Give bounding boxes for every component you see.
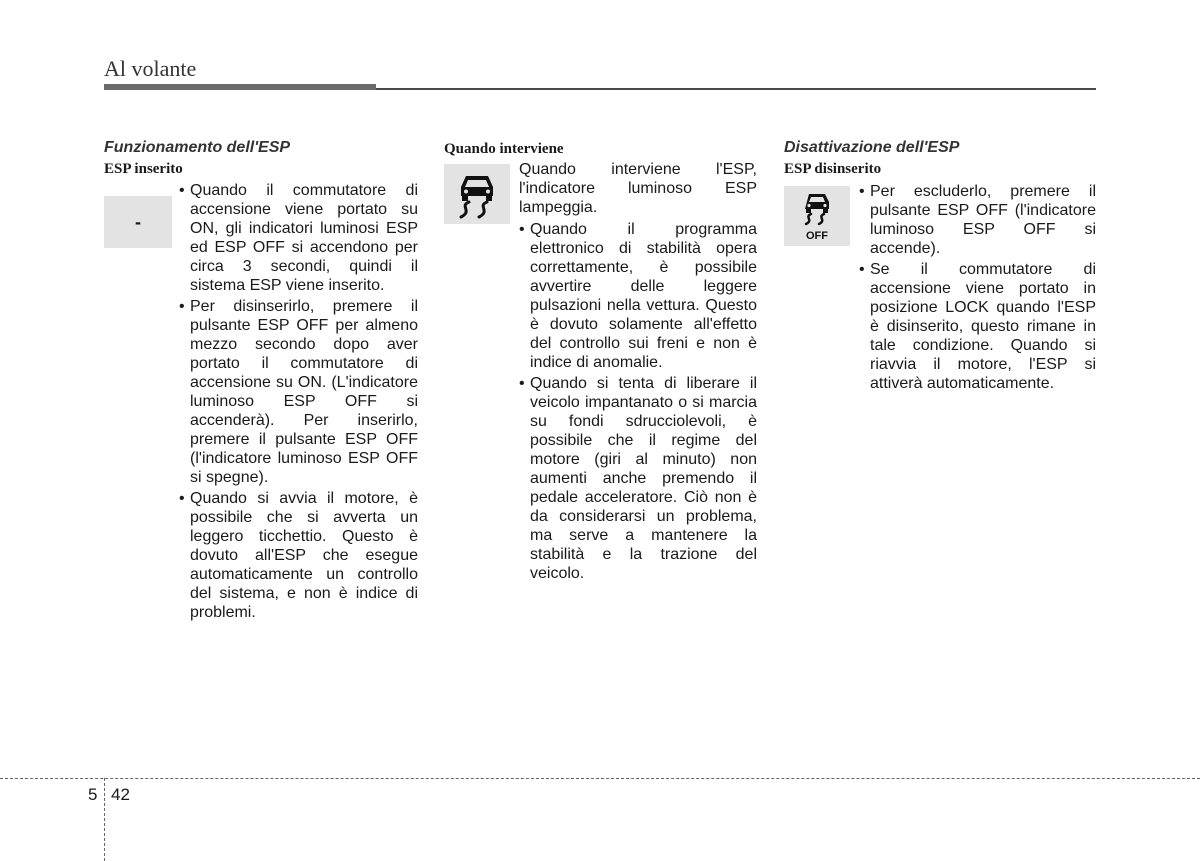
list-item: • Se il commutatore di accensione viene portato in posizione LOCK quando l'ESP è disinserito, questo rimane in tale condizione. Quando si riavvia il motore, l'ESP si attiverà automaticamente. — [859, 260, 1096, 393]
subtitle-quando-interviene: Quando interviene — [444, 141, 564, 157]
list-item: • Quando il programma elettronico di stabilità opera correttamente, è possibile avvertire delle leggere pulsazioni nella vettura. Questo è dovuto solamente all'effetto del controllo sui freni e non è indice di anomalie. — [519, 220, 757, 372]
column-esp-off — [784, 138, 1096, 392]
column-intervention — [444, 138, 757, 582]
header-bar-thin — [376, 88, 1096, 90]
list-item: • Per disinserirlo, premere il pulsante ESP OFF per almeno mezzo secondo dopo aver portato il commutatore di accensione su ON. (L'indicatore luminoso ESP OFF si accenderà). Per inserirlo, premere il pulsante ESP OFF (l'indicatore luminoso ESP OFF si spegne). — [179, 297, 418, 487]
subtitle-esp-inserito: ESP inserito — [104, 161, 183, 177]
footer-vertical-divider — [104, 778, 105, 861]
intervention-intro: Quando interviene l'ESP, l'indicatore luminoso ESP lampeggia. — [519, 161, 757, 216]
esp-on-bullet-list — [179, 181, 418, 624]
list-item: • Quando si avvia il motore, è possibile che si avverta un leggero ticchettio. Questo è dovuto all'ESP che esegue automaticamente un controllo del sistema, e non è indice di problemi. — [179, 489, 418, 622]
intervention-bullet-list — [519, 220, 757, 585]
section-title-disattivazione: Disattivazione dell'ESP — [784, 139, 960, 156]
list-item: • Per escluderlo, premere il pulsante ESP OFF (l'indicatore luminoso ESP OFF si accende). — [859, 182, 1096, 258]
esp-off-indicator-box — [784, 186, 850, 246]
esp-off-icon-text: OFF — [806, 230, 828, 242]
header-bar-thick — [104, 84, 376, 90]
chapter-number: 5 — [88, 785, 98, 804]
page-header-title: Al volante — [104, 56, 197, 81]
subtitle-esp-disinserito: ESP disinserito — [784, 161, 882, 177]
section-title-funzionamento: Funzionamento dell'ESP — [104, 139, 291, 156]
page-number: 42 — [111, 785, 130, 804]
esp-off-bullet-list — [859, 182, 1096, 395]
list-item: • Quando il commutatore di accensione viene portato su ON, gli indicatori luminosi ESP ed ESP OFF si accendono per circa 3 secondi, quindi il sistema ESP viene inserito. — [179, 181, 418, 295]
esp-off-icon — [789, 189, 845, 243]
footer-divider — [0, 778, 1200, 779]
list-item: • Quando si tenta di liberare il veicolo impantanato o si marcia su fondi sdrucciolevoli, è possibile che il regime del motore (giri al minuto) non aumenti anche premendo il pedale acceleratore. Ciò non è da considerarsi un problema, ma serve a mantenere la stabilità e la trazione del veicolo. — [519, 374, 757, 583]
indicator-placeholder-box — [104, 196, 172, 248]
column-esp-on — [104, 138, 418, 621]
esp-indicator-box — [444, 164, 510, 224]
esp-skid-icon — [449, 168, 505, 220]
indicator-dash: - — [135, 211, 141, 232]
